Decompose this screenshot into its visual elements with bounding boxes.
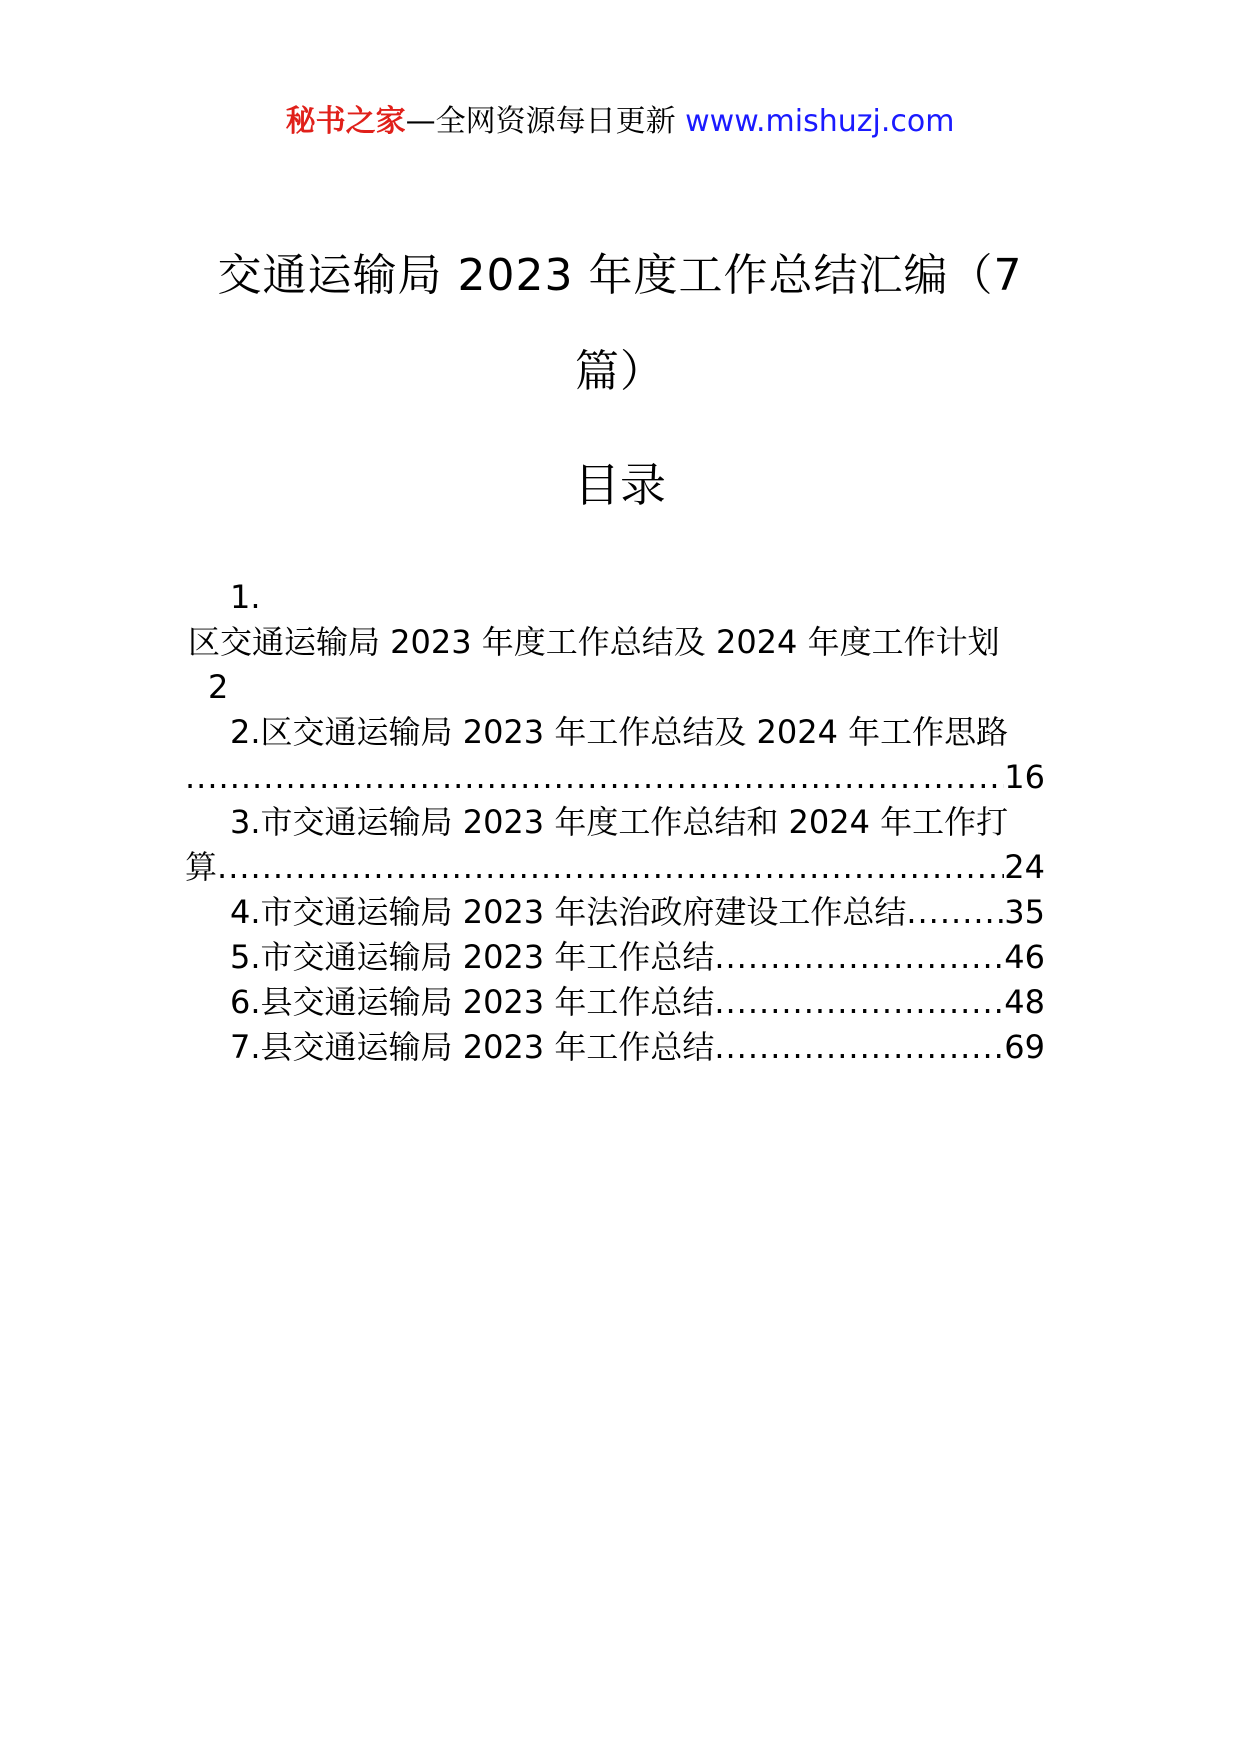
header-tagline: —全网资源每日更新 [405, 104, 686, 139]
toc-entry-number: 2. [230, 713, 261, 751]
toc-entry-3[interactable] [185, 800, 1045, 890]
toc-entry-2[interactable] [185, 710, 1045, 800]
document-title [200, 228, 1040, 420]
site-link[interactable]: www.mishuzj.com [685, 104, 955, 139]
toc-entry-page: 69 [1004, 1028, 1045, 1066]
toc-entry-title: 区交通运输局 2023 年工作总结及 2024 年工作思路 [260, 713, 1009, 751]
toc-entry-7[interactable] [185, 1025, 1045, 1070]
toc-entry-title: 市交通运输局 2023 年度工作总结和 2024 年工作打 [260, 803, 1009, 841]
toc-leader-dots [714, 1025, 1004, 1070]
toc-entry-page: 24 [1004, 848, 1045, 886]
toc-entry-5[interactable] [185, 935, 1045, 980]
toc-leader-dots [217, 845, 1004, 890]
toc-entry-title: 县交通运输局 2023 年工作总结 [260, 983, 715, 1021]
toc-heading: 目录 [574, 458, 666, 512]
table-of-contents [185, 575, 1045, 1070]
toc-entry-6[interactable] [185, 980, 1045, 1025]
document-title-line-1: 交通运输局 2023 年度工作总结汇编（7 [217, 250, 1023, 301]
toc-leader-dots [906, 890, 1004, 935]
site-header [0, 100, 1240, 144]
brand-name: 秘书之家 [285, 104, 406, 139]
toc-leader-dots [185, 755, 1004, 800]
toc-entry-title-continued: 算 [185, 848, 218, 886]
document-title-line-2: 篇） [575, 346, 665, 397]
toc-entry-4[interactable] [185, 890, 1045, 935]
toc-leader-dots [714, 935, 1004, 980]
toc-entry-number: 7. [230, 1028, 261, 1066]
toc-entry-page: 2 [208, 668, 229, 706]
toc-entry-page: 16 [1004, 758, 1045, 796]
toc-entry-title: 区交通运输局 2023 年度工作总结及 2024 年度工作计划 [188, 623, 1000, 661]
toc-entry-page: 46 [1004, 938, 1045, 976]
toc-leader-dots [714, 980, 1004, 1025]
toc-entry-number: 4. [230, 893, 261, 931]
toc-entry-number: 6. [230, 983, 261, 1021]
toc-entry-number: 3. [230, 803, 261, 841]
toc-entry-1[interactable] [185, 575, 1045, 710]
toc-entry-page: 48 [1004, 983, 1045, 1021]
toc-entry-title: 市交通运输局 2023 年法治政府建设工作总结 [260, 893, 907, 931]
toc-entry-page: 35 [1004, 893, 1045, 931]
toc-entry-title: 市交通运输局 2023 年工作总结 [260, 938, 715, 976]
toc-entry-number: 5. [230, 938, 261, 976]
toc-entry-number: 1. [230, 578, 261, 616]
toc-entry-title: 县交通运输局 2023 年工作总结 [260, 1028, 715, 1066]
